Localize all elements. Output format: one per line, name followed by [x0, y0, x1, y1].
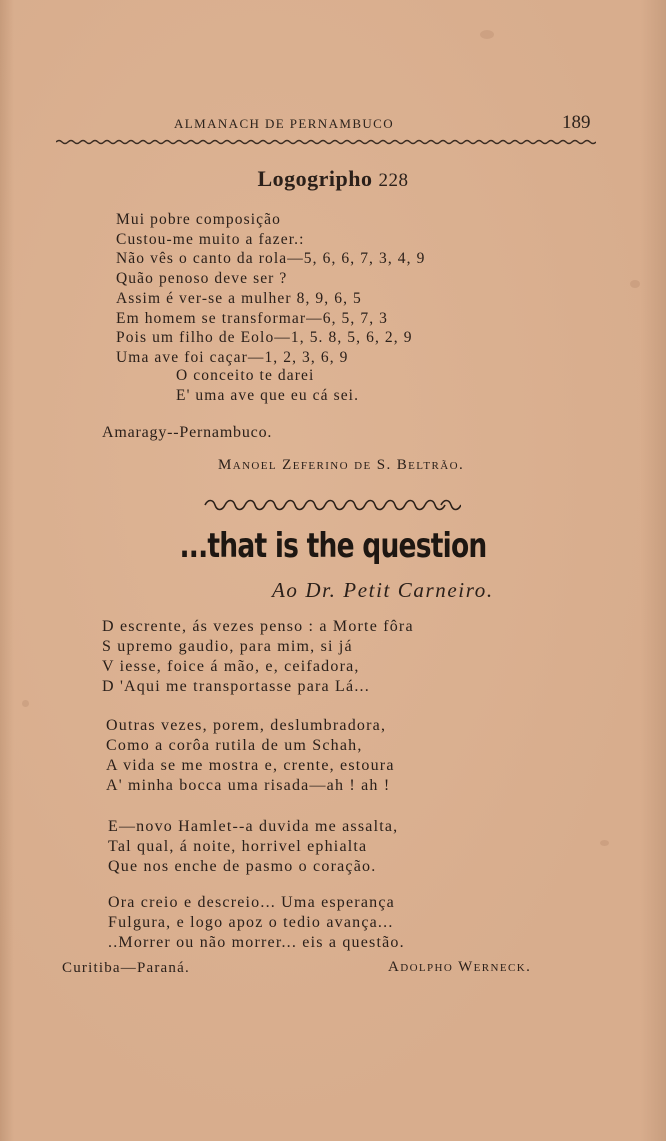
header-wavy-rule: [56, 138, 596, 146]
verse-line: Outras vezes, porem, deslumbradora,: [106, 717, 387, 734]
page-header: [0, 112, 666, 132]
paper-stain: [480, 30, 494, 39]
verse-line: Uma ave foi caçar—1, 2, 3, 6, 9: [116, 348, 349, 366]
verse-line: Tal qual, á noite, horrivel ephialta: [108, 838, 368, 855]
paper-stain: [22, 700, 29, 707]
verse-line: Fulgura, e logo apoz o tedio avança...: [108, 914, 394, 931]
verse-line: A' minha bocca uma risada—ah ! ah !: [106, 777, 391, 794]
verse-line: Quão penoso deve ser ?: [116, 270, 288, 288]
verse-line: Como a corôa rutila de um Schah,: [106, 737, 363, 754]
verse-line: S upremo gaudio, para mim, si já: [102, 638, 353, 655]
running-head: ALMANACH DE PERNAMBUCO: [174, 116, 395, 131]
logogripho-closing: [176, 366, 359, 405]
verse-line: D 'Aqui me transportasse para Lá...: [102, 678, 370, 695]
poem-stanza-3: [108, 817, 398, 877]
verse-line: Em homem se transformar—6, 5, 7, 3: [116, 309, 389, 327]
poem-title: ...that is the question: [179, 526, 487, 566]
logogripho-title: [0, 166, 666, 192]
verse-line: Mui pobre composição: [116, 211, 281, 228]
verse-line: E' uma ave que eu cá sei.: [176, 386, 360, 404]
verse-line: O conceito te darei: [176, 367, 315, 384]
logogripho-author: Manoel Zeferino de S. Beltrão.: [218, 457, 465, 473]
verse-line: A vida se me mostra e, crente, estoura: [106, 757, 395, 774]
verse-line: D escrente, ás vezes penso : a Morte fôra: [102, 618, 414, 635]
verse-line: Custou-me muito a fazer.:: [116, 230, 305, 248]
verse-line: V iesse, foice á mão, e, ceifadora,: [102, 658, 360, 675]
poem-stanza-2: [106, 716, 395, 796]
poem-stanza-4: [108, 893, 405, 953]
poem-author: Adolpho Werneck.: [388, 959, 532, 975]
verse-line: Que nos enche de pasmo o coração.: [108, 858, 377, 875]
logogripho-title-text: Logogripho: [257, 166, 373, 191]
verse-line: Pois um filho de Eolo—1, 5. 8, 5, 6, 2, 9: [116, 329, 413, 347]
logogripho-verses: [116, 210, 425, 368]
paper-stain: [600, 840, 609, 846]
decorative-ornament-divider: [203, 496, 461, 514]
poem-stanza-1: [102, 617, 414, 697]
poem-dedication: Ao Dr. Petit Carneiro.: [272, 578, 494, 602]
verse-line: E—novo Hamlet--a duvida me assalta,: [108, 818, 399, 835]
page-number: 189: [562, 112, 591, 133]
verse-line: Não vês o canto da rola—5, 6, 6, 7, 3, 4, 9: [116, 250, 426, 268]
poem-place: Curitiba—Paraná.: [62, 960, 190, 976]
verse-line: ..Morrer ou não morrer... eis a questão.: [108, 934, 405, 951]
verse-line: Ora creio e descreio... Uma esperança: [108, 894, 395, 911]
logogripho-number: 228: [378, 170, 409, 191]
paper-stain: [630, 280, 640, 288]
logogripho-place: Amaragy--Pernambuco.: [102, 424, 273, 441]
verse-line: Assim é ver-se a mulher 8, 9, 6, 5: [116, 289, 362, 307]
